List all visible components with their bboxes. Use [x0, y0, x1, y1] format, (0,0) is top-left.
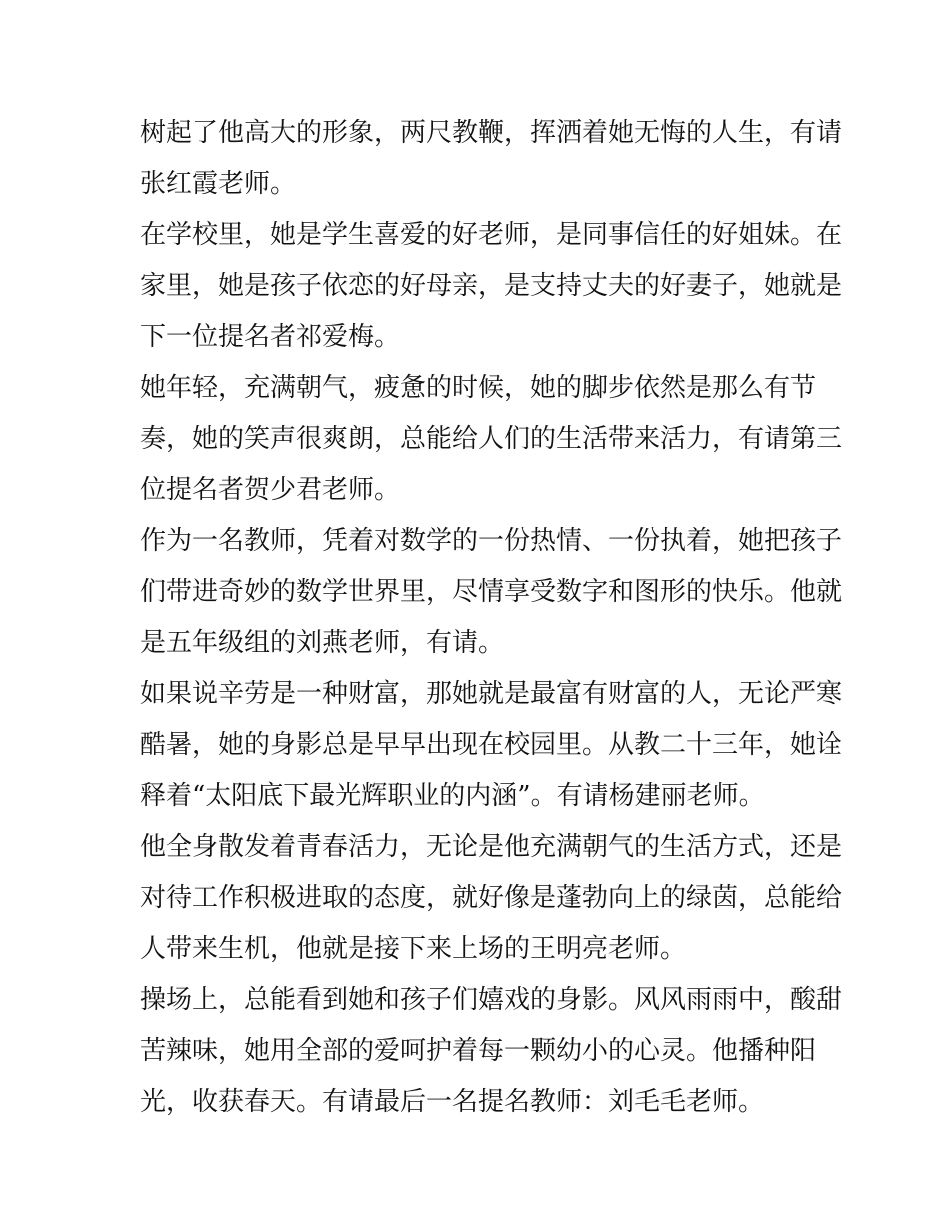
document-body [140, 108, 843, 1128]
text-line: 张红霞老师。 [140, 169, 297, 199]
text-line: 作为一名教师，凭着对数学的一份热情、一份执着，她把孩子 [140, 526, 843, 556]
text-line: 苦辣味，她用全部的爱呵护着每一颗幼小的心灵。他播种阳 [140, 1036, 817, 1066]
text-line: 光，收获春天。有请最后一名提名教师：刘毛毛老师。 [140, 1087, 765, 1117]
text-line: 下一位提名者祁爱梅。 [140, 322, 401, 352]
text-line: 是五年级组的刘燕老师，有请。 [140, 628, 505, 658]
text-line: 人带来生机，他就是接下来上场的王明亮老师。 [140, 934, 687, 964]
text-line: 他全身散发着青春活力，无论是他充满朝气的生活方式，还是 [140, 832, 843, 862]
text-line: 们带进奇妙的数学世界里，尽情享受数字和图形的快乐。他就 [140, 577, 843, 607]
text-line: 她年轻，充满朝气，疲惫的时候，她的脚步依然是那么有节 [140, 373, 817, 403]
text-line: 树起了他高大的形象，两尺教鞭，挥洒着她无悔的人生，有请 [140, 118, 843, 148]
text-line: 位提名者贺少君老师。 [140, 475, 401, 505]
text-line: 操场上，总能看到她和孩子们嬉戏的身影。风风雨雨中，酸甜 [140, 985, 843, 1015]
text-line: 释着“太阳底下最光辉职业的内涵”。有请杨建丽老师。 [140, 781, 765, 811]
text-line: 对待工作积极进取的态度，就好像是蓬勃向上的绿茵，总能给 [140, 883, 843, 913]
text-line: 如果说辛劳是一种财富，那她就是最富有财富的人，无论严寒 [140, 679, 843, 709]
text-line: 在学校里，她是学生喜爱的好老师，是同事信任的好姐妹。在 [140, 220, 843, 250]
text-line: 奏，她的笑声很爽朗，总能给人们的生活带来活力，有请第三 [140, 424, 843, 454]
text-line: 酷暑，她的身影总是早早出现在校园里。从教二十三年，她诠 [140, 730, 843, 760]
text-line: 家里，她是孩子依恋的好母亲，是支持丈夫的好妻子，她就是 [140, 271, 843, 301]
